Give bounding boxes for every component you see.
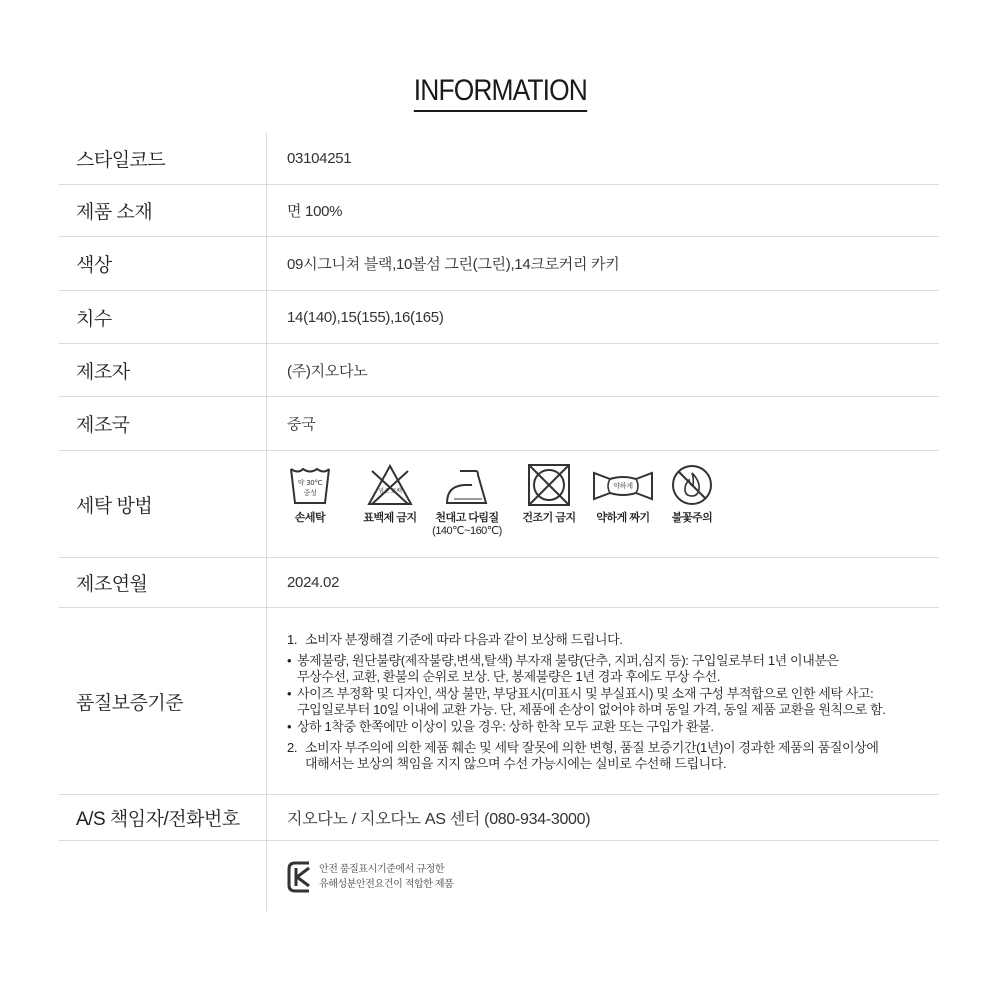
kc-line: 안전 품질표시기준에서 규정한	[319, 864, 445, 875]
bullet-line: 사이즈 부정확 및 디자인, 색상 불만, 부당표시(미표시 및 부실표시) 및 소재 구성 부적합으로 인한 세탁 사고:	[297, 685, 874, 701]
row-style-code	[59, 132, 939, 185]
quality-bullet	[287, 686, 886, 718]
row-size	[59, 291, 939, 344]
quality-text-line: 소비자 부주의에 의한 제품 훼손 및 세탁 잘못에 의한 변형, 품질 보증기간(1년)이 경과한 제품의 품질이상에	[305, 739, 879, 755]
row-label: 치수	[59, 291, 267, 343]
row-label-empty	[59, 841, 267, 911]
hand-wash-icon	[288, 463, 332, 507]
bullet-dot: •	[287, 685, 292, 701]
no-tumble-dry-icon	[526, 463, 572, 507]
wash-label: 불꽃주의	[671, 512, 713, 524]
row-value: 지오다노 / 지오다노 AS 센터 (080-934-3000)	[287, 811, 591, 828]
quality-item-2	[287, 740, 886, 772]
row-color	[59, 237, 939, 291]
wash-label: 천대고 다림질	[435, 512, 499, 524]
row-maker	[59, 344, 939, 397]
no-bleach-icon	[366, 463, 414, 507]
iron-icon	[442, 463, 492, 507]
bullet-dot: •	[287, 652, 292, 668]
quality-bullet	[287, 719, 886, 735]
bullet-line: 구입일로부터 10일 이내에 교환 가능. 단, 제품에 손상이 없어야 하며 동일 가격, 동일 제품 교환을 원칙으로 함.	[297, 701, 886, 717]
row-label: 스타일코드	[59, 132, 267, 184]
row-value: 면 100%	[287, 203, 343, 220]
quality-bullet	[287, 653, 886, 685]
fire-caution-icon	[670, 463, 714, 507]
quality-num: 1.	[287, 631, 298, 647]
quality-text-line: 소비자 분쟁해결 기준에 따라 다음과 같이 보상해 드립니다.	[305, 631, 623, 647]
row-label: A/S 책임자/전화번호	[59, 795, 267, 840]
wash-label: 표백제 금지	[363, 512, 417, 524]
no-bleach-inner: 염소 표백	[378, 488, 402, 495]
wash-list	[285, 451, 717, 557]
wash-label: 건조기 금지	[522, 512, 576, 524]
bullet-line: 봉제불량, 원단불량(제작불량,변색,탈색) 부자재 불량(단추, 지퍼,심지 등): 구입일로부터 1년 이내분은	[297, 652, 839, 668]
wash-item	[519, 463, 579, 525]
wash-label: 손세탁	[294, 512, 326, 524]
kc-line: 유해성분안전요건이 적합한 제품	[319, 879, 454, 890]
row-value: 중국	[287, 416, 316, 433]
wash-label: 약하게 짜기	[596, 512, 650, 524]
row-value: 14(140),15(155),16(165)	[287, 308, 444, 326]
row-value: 2024.02	[287, 574, 340, 591]
gentle-wring-inner: 약하게	[613, 482, 633, 490]
row-label: 품질보증기준	[59, 608, 267, 794]
bullet-line: 상하 1착중 한쪽에만 이상이 있을 경우: 상하 한착 모두 교환 또는 구입가 환불.	[297, 718, 714, 734]
row-label: 제조국	[59, 397, 267, 450]
row-quality	[59, 608, 939, 795]
wash-item	[285, 463, 335, 525]
row-label: 제조연월	[59, 558, 267, 607]
row-material	[59, 185, 939, 237]
row-value: (주)지오다노	[287, 362, 368, 380]
row-value: 03104251	[287, 149, 352, 167]
row-label: 색상	[59, 237, 267, 290]
row-country	[59, 397, 939, 451]
row-label: 제조자	[59, 344, 267, 396]
wash-item	[667, 463, 717, 525]
kc-certification-icon	[287, 859, 313, 895]
kc-mark-row	[287, 859, 453, 895]
hand-wash-temp: 약 30°C	[297, 479, 323, 487]
quality-block	[287, 626, 886, 777]
kc-text	[319, 862, 453, 892]
wash-icons	[267, 451, 939, 557]
row-label: 제품 소재	[59, 185, 267, 236]
row-kc	[59, 841, 939, 911]
row-value: 09시그니쳐 블랙,10볼섬 그린(그린),14크로커리 카키	[287, 256, 620, 273]
quality-text	[267, 608, 939, 794]
hand-wash-neutral: 중성	[303, 489, 317, 497]
wash-item	[359, 463, 421, 525]
row-wash	[59, 451, 939, 558]
quality-num: 2.	[287, 739, 298, 755]
row-label: 세탁 방법	[59, 451, 267, 557]
bullet-dot: •	[287, 718, 292, 734]
wash-item	[591, 463, 655, 525]
quality-item-1	[287, 632, 886, 648]
row-as	[59, 795, 939, 841]
bullet-line: 무상수선, 교환, 환불의 순위로 보상. 단, 봉제불량은 1년 경과 후에도 무상 수선.	[297, 668, 720, 684]
page-title: INFORMATION	[413, 74, 586, 112]
gentle-wring-icon	[592, 463, 654, 507]
quality-text-line: 대해서는 보상의 책임을 지지 않으며 수선 가능시에는 실비로 수선해 드립니다.	[305, 755, 727, 771]
info-table	[59, 132, 939, 911]
wash-item	[427, 463, 507, 538]
kc-block	[267, 841, 939, 911]
title-wrap	[0, 74, 1000, 112]
row-date	[59, 558, 939, 608]
wash-sub: (140℃~160℃)	[432, 525, 502, 537]
